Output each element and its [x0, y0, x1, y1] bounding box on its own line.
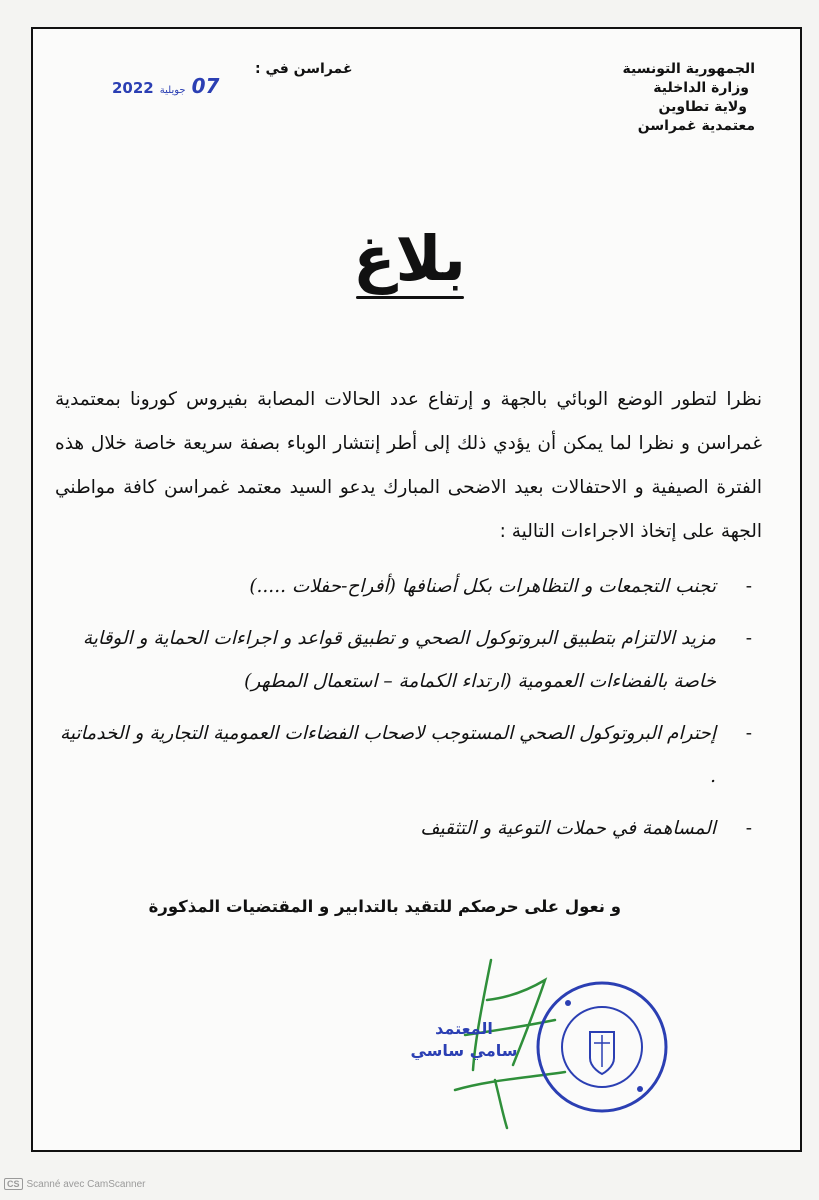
bullet-dash: - — [745, 576, 752, 597]
camscanner-text: Scanné avec CamScanner — [26, 1178, 146, 1190]
officer-name: سامي ساسي — [410, 1041, 518, 1060]
measures-list — [55, 565, 762, 859]
list-item — [55, 807, 762, 850]
governorate-name: ولاية تطاوين — [658, 99, 747, 115]
date-stamp — [112, 74, 219, 98]
body-paragraph: نظرا لتطور الوضع الوبائي بالجهة و إرتفاع عدد الحالات المصابة بفيروس كورونا بمعتمدية غمراسن و نظرا لما يمكن أن يؤدي ذلك إلى أطر إنتشار الوباء بصفة سريعة خاصة خلال هذه الفترة الصيفية و الاحتفالات بعيد الاضحى المبارك يدعو السيد معتمد غمراسن كافة مواطني الجهة على إتخاذ الاجراءات التالية : — [55, 389, 762, 542]
bullet-dash: - — [745, 628, 752, 649]
letterhead — [623, 60, 756, 136]
list-item — [55, 565, 762, 608]
ministry-name: وزارة الداخلية — [653, 80, 749, 96]
list-item-text: مزيد الالتزام بتطبيق البروتوكول الصحي و تطبيق قواعد و اجراءات الحماية و الوقاية خاصة بالفضاءات العمومية (ارتداء الكمامة – استعمال المطهر) — [82, 628, 716, 692]
date-stamp-month: جويلية — [159, 85, 186, 96]
list-item — [55, 617, 762, 703]
delegation-name: معتمدية غمراسن — [637, 118, 755, 134]
list-item-text: إحترام البروتوكول الصحي المستوجب لاصحاب الفضاءات العمومية التجارية و الخدماتية . — [60, 723, 716, 787]
official-seal — [532, 977, 672, 1117]
date-stamp-day: 07 — [191, 74, 220, 98]
camscanner-icon: CS — [4, 1178, 23, 1190]
document-title: بلاغ — [353, 222, 466, 295]
bullet-dash: - — [745, 723, 752, 744]
date-stamp-year: 2022 — [112, 79, 154, 97]
camscanner-watermark — [4, 1178, 145, 1190]
place-date-label: غمراسن في : — [255, 61, 353, 77]
list-item-text: تجنب التجمعات و التظاهرات بكل أصنافها (أفراح-حفلات .....) — [249, 576, 716, 597]
title-underline — [356, 296, 464, 299]
republic-name: الجمهورية التونسية — [622, 61, 755, 77]
list-item — [55, 712, 762, 798]
closing-sentence: و نعول على حرصكم للتقيد بالتدابير و المقتضيات المذكورة — [148, 897, 621, 916]
officer-stamp — [398, 1018, 530, 1062]
list-item-text: المساهمة في حملات التوعية و التثقيف — [420, 818, 716, 839]
officer-title: المعتمد — [435, 1019, 493, 1038]
bullet-dash: - — [745, 818, 752, 839]
